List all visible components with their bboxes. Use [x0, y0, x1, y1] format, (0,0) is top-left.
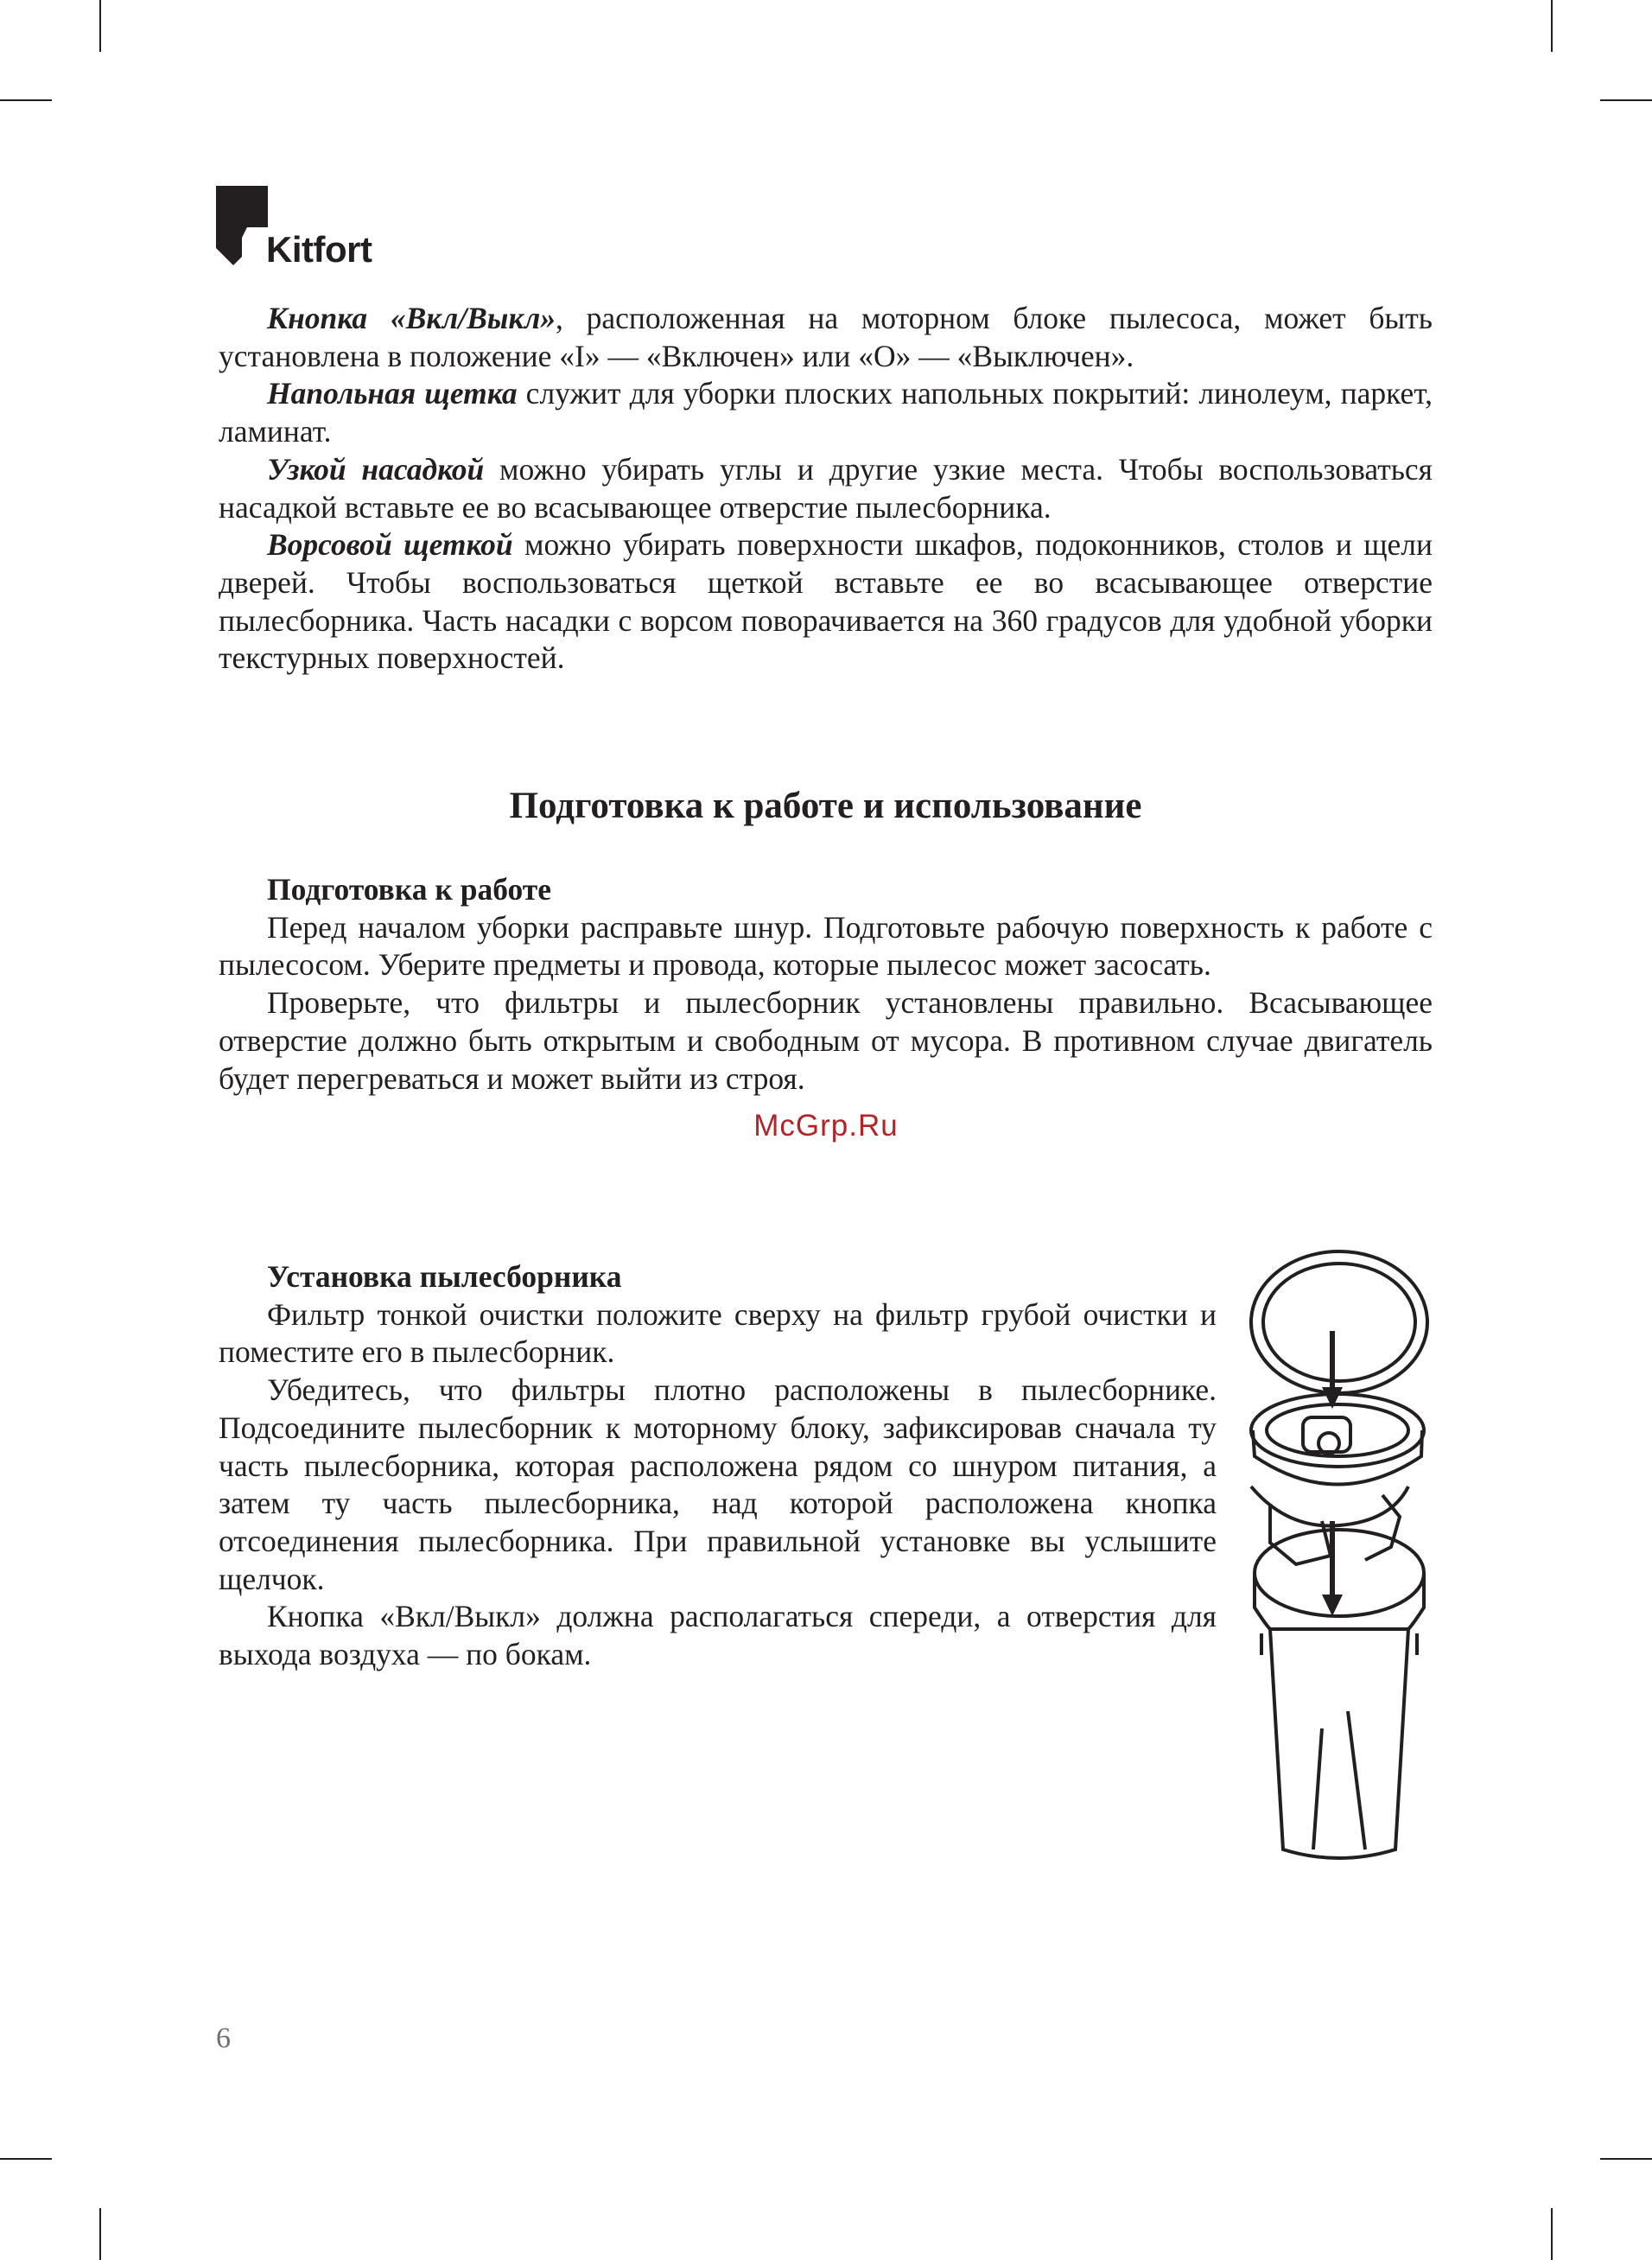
crop-mark [0, 2158, 52, 2160]
term: Напольная щетка [267, 376, 518, 411]
kitfort-logo-icon [216, 186, 268, 265]
dust-container-section [219, 1258, 1217, 1674]
brand-logo [216, 186, 389, 272]
term: Ворсовой щеткой [267, 527, 513, 563]
paragraph [219, 375, 1433, 450]
subsection-heading: Установка пылесборника [267, 1259, 622, 1294]
subsection-heading: Подготовка к работе [267, 872, 551, 907]
brand-name: Kitfort [266, 229, 372, 270]
paragraph: Убедитесь, что фильтры плотно расположены в пылесборнике. Подсоедините пылесборник к моторному блоку, зафиксировав сначала ту часть пылесборника, которая расположена рядом со шнуром питания, а затем ту часть пылесборника, над которой расположена кнопка отсоединения пылесборника. При правильной установке вы услышите щелчок. [219, 1372, 1217, 1596]
crop-mark [0, 99, 52, 101]
paragraph-text: можно убирать поверхности шкафов, подоконников, столов и щели дверей. Чтобы воспользоваться щеткой вставьте ее во всасывающее отверстие пылесборника. Часть насадки с ворсом поворачивается на 360 градусов для удобной уборки текстурных поверхностей. [219, 527, 1433, 676]
paragraph: Фильтр тонкой очистки положите сверху на фильтр грубой очистки и поместите его в пылесборник. [219, 1296, 1217, 1370]
dust-container-illustration [1236, 1245, 1443, 1867]
crop-mark [1551, 2208, 1553, 2260]
paragraph-text: служит для уборки плоских напольных покрытий: линолеум, паркет, ламинат. [219, 376, 1433, 449]
crop-mark [99, 0, 101, 52]
crop-mark [1600, 2158, 1652, 2160]
paragraph: Проверьте, что фильтры и пылесборник установлены правильно. Всасывающее отверстие должно быть открытым и свободным от мусора. В противном случае двигатель будет перегреваться и может выйти из строя. [219, 985, 1433, 1096]
paragraph-text: , расположенная на моторном блоке пылесоса, может быть установлена в положение «I» — «Включен» или «O» — «Выключен». [219, 301, 1433, 373]
preparation-section [219, 871, 1433, 1098]
paragraph: Кнопка «Вкл/Выкл» должна располагаться спереди, а отверстия для выхода воздуха — по бокам. [219, 1599, 1217, 1672]
paragraph [219, 451, 1433, 526]
section-title: Подготовка к работе и использование [509, 786, 1142, 826]
term: Кнопка «Вкл/Выкл» [267, 301, 556, 335]
paragraph [219, 526, 1433, 678]
paragraph [219, 300, 1433, 375]
watermark: McGrp.Ru [753, 1109, 899, 1143]
page-number: 6 [216, 2022, 231, 2054]
intro-section [219, 300, 1433, 678]
crop-mark [99, 2208, 101, 2260]
term: Узкой насадкой [267, 451, 485, 487]
crop-mark [1551, 0, 1553, 52]
crop-mark [1600, 99, 1652, 101]
paragraph-text: можно убирать углы и другие узкие места. Чтобы воспользоваться насадкой вставьте ее во всасывающее отверстие пылесборника. [219, 451, 1433, 525]
paragraph: Перед началом уборки расправьте шнур. Подготовьте рабочую поверхность к работе с пылесосом. Уберите предметы и провода, которые пылесос может засосать. [219, 909, 1433, 983]
